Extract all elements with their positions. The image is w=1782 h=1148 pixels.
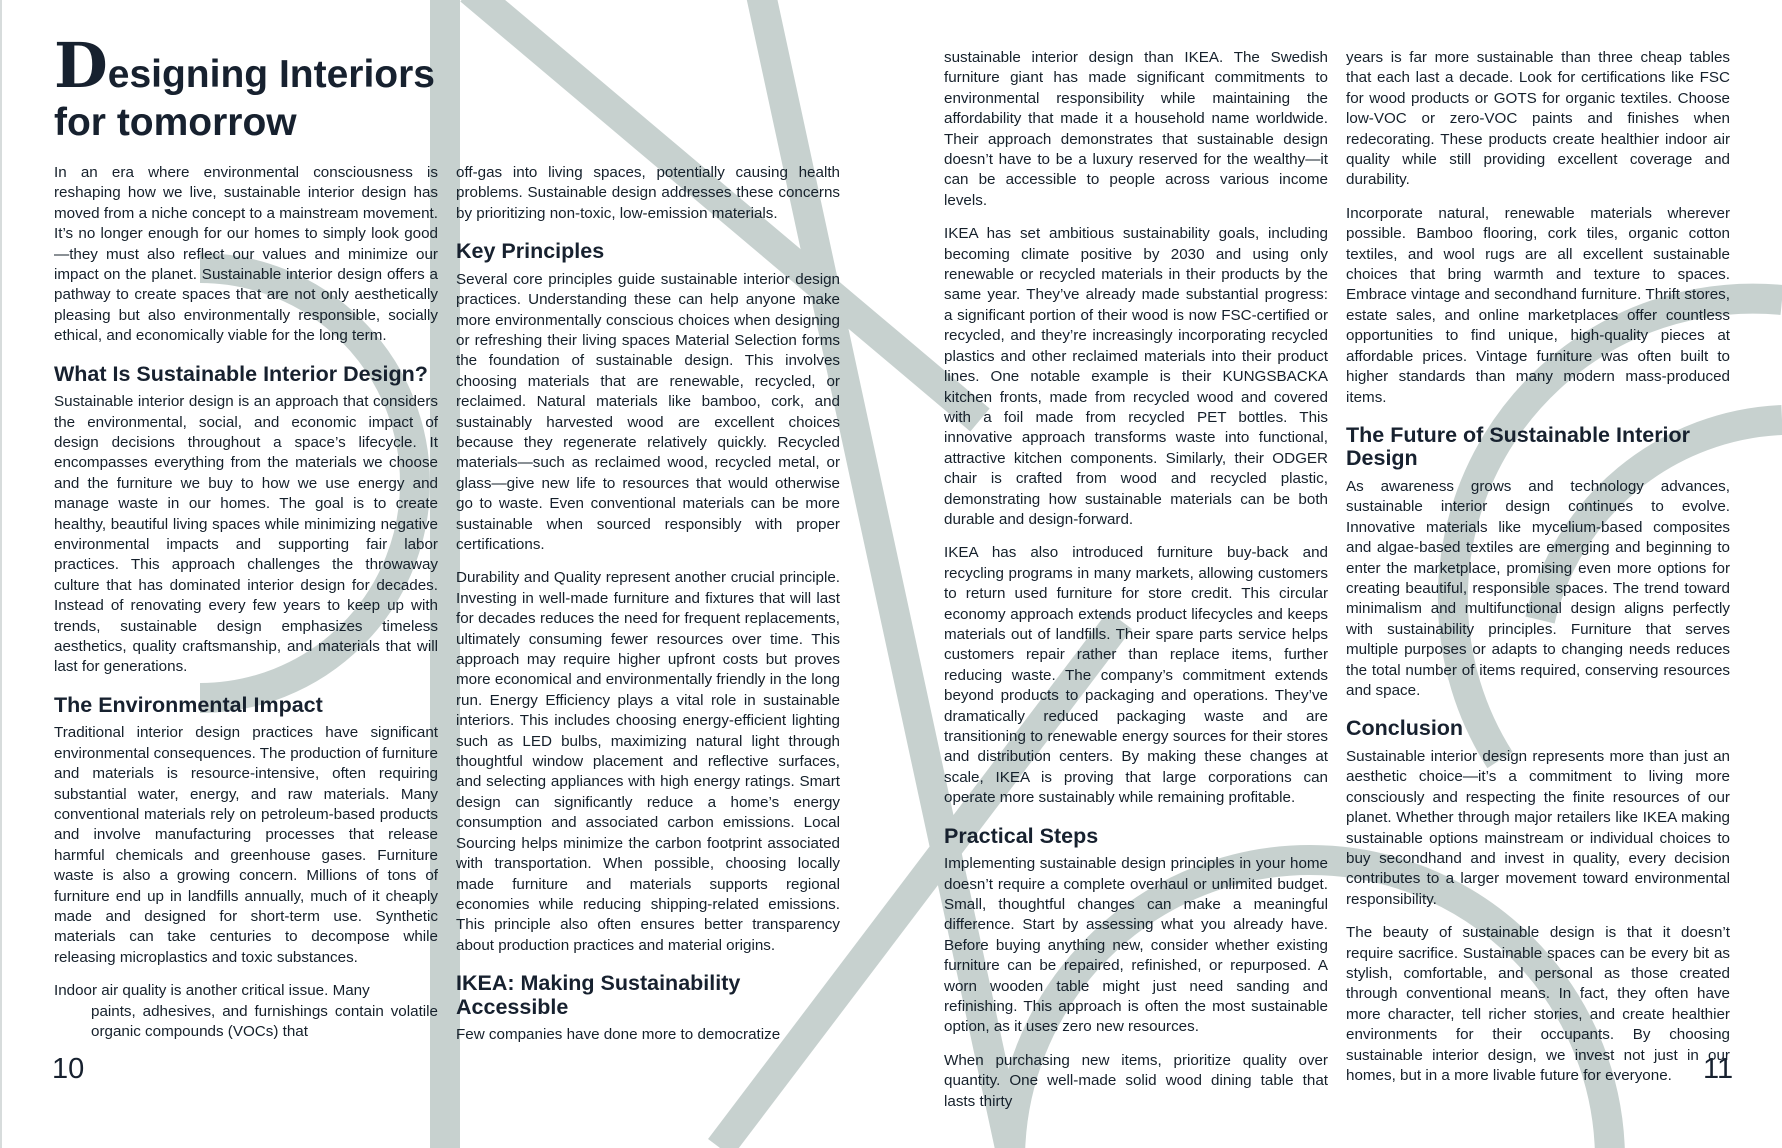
heading-what-is-sustainable-design: What Is Sustainable Interior Design? xyxy=(54,361,428,386)
left-page-column-1 xyxy=(54,163,438,1042)
heading-environmental-impact: The Environmental Impact xyxy=(54,692,323,717)
certifications-paragraph: years is far more sustainable than three cheap tables that each last a decade. Look for certifications like FSC for wood products or GOTS for organic textiles. Choose low-VOC or zero-VOC paints and finishes when redecorating. These products create healthier indoor air quality while still providing excellent coverage and durability. xyxy=(1346,49,1730,189)
practical-steps-paragraph: Implementing sustainable design principles in your home doesn’t require a complete overhaul or unlimited budget. Small, thoughtful changes can make a meaningful difference. Start by assessing what you already have. Before buying anything new, consider whether existing furniture can be repaired, refinished, or repurposed. A worn wooden table might just need sanding and refinishing. This approach is often the most sustainable option, as it uses zero new resources. xyxy=(944,855,1328,1036)
heading-practical-steps: Practical Steps xyxy=(944,823,1099,848)
title-line-2: for tomorrow xyxy=(54,101,297,144)
indoor-air-paragraph xyxy=(54,981,438,1042)
beauty-paragraph: The beauty of sustainable design is that it doesn’t require sacrifice. Sustainable spaces can be every bit as stylish, comfortable, and personal as those created through conventional means. In fact, they often have more character, tell richer stories, and create healthier environments for their occupants. By choosing sustainable interior design, we invest not just in our homes, but in a more livable future for everyone. xyxy=(1346,924,1730,1084)
page-title xyxy=(54,29,435,147)
title-line-1 xyxy=(54,29,435,102)
key-principles-paragraph: Several core principles guide sustainable interior design practices. Understanding these can help anyone make more environmentally conscious choices when designing or refreshing their living spaces Material Selection forms the foundation of sustainable design. This involves choosing materials that are renewable, recycled, or reclaimed. Natural materials like bamboo, cork, and sustainably harvested wood are excellent choices because they regenerate relatively quickly. Recycled materials—such as reclaimed wood, recycled metal, or glass—give new life to resources that would otherwise go to waste. Even conventional materials can be more sustainable when sourced responsibly with proper certifications. xyxy=(456,270,840,553)
heading-future: The Future of Sustainable Interior Design xyxy=(1346,422,1691,471)
right-page-column-2 xyxy=(1346,48,1730,1099)
page-edge xyxy=(0,0,2,1148)
heading-ikea: IKEA: Making Sustainability Accessible xyxy=(456,971,741,1019)
durability-paragraph: Durability and Quality represent another crucial principle. Investing in well-made furniture and fixtures that will last for decades reduces the need for frequent replacements, ultimately consuming fewer resources over time. This approach may require higher upfront costs but proves more economical and environmentally friendly in the long run. Energy Efficiency plays a vital role in sustainable interiors. This includes choosing energy-efficient lighting such as LED bulbs, maximizing natural light through thoughtful window placement and reflective surfaces, and selecting appliances with high energy ratings. Smart design can significantly reduce a home’s energy consumption and associated carbon emissions. Local Sourcing helps minimize the carbon footprint associated with transportation. When possible, choosing locally made furniture and materials supports regional economies while reducing shipping-related emissions. This principle also often ensures better transparency about production practices and material origins. xyxy=(456,569,840,954)
offgas-paragraph: off-gas into living spaces, potentially causing health problems. Sustainable design addresses these concerns by prioritizing non-toxic, low-emission materials. xyxy=(456,164,840,222)
indoor-air-text-b: paints, adhesives, and furnishings contain volatile organic compounds (VOCs) that xyxy=(91,1002,438,1041)
indoor-air-text-a: Indoor air quality is another critical issue. Many xyxy=(54,982,370,1000)
title-line-1-rest: esigning Interiors xyxy=(107,53,435,96)
heading-conclusion: Conclusion xyxy=(1346,716,1464,741)
conclusion-paragraph: Sustainable interior design represents more than just an aesthetic choice—it’s a commitment to living more consciously and respecting the finite resources of our planet. Whether through major retailers like IKEA making sustainable options mainstream or individual choices to buy secondhand and invest in quality, every decision contributes to a larger movement toward environmental responsibility. xyxy=(1346,747,1730,908)
environmental-impact-paragraph: Traditional interior design practices have significant environmental consequences. The production of furniture and materials is resource-intensive, often requiring substantial water, energy, and raw materials. Many conventional materials rely on petroleum-based products and involve manufacturing processes that release harmful chemicals and greenhouse gases. Furniture waste is also a growing concern. Millions of tons of furniture end up in landfills annually, much of it cheaply made and designed for short-term use. Synthetic materials can take centuries to decompose while releasing microplastics and toxic substances. xyxy=(54,724,438,966)
natural-materials-paragraph: Incorporate natural, renewable materials wherever possible. Bamboo flooring, cork tiles, organic cotton textiles, and wool rugs are all excellent sustainable choices that bring warmth and texture to spaces. Embrace vintage and secondhand furniture. Thrift stores, estate sales, and online marketplaces offer countless opportunities to find unique, high-quality pieces at affordable prices. Vintage furniture was often built to higher standards than many modern mass-produced items. xyxy=(1346,204,1730,406)
title-dropcap: D xyxy=(54,29,108,102)
right-page-column-1 xyxy=(944,48,1328,1125)
intro-paragraph: In an era where environmental consciousness is reshaping how we live, sustainable interior design has moved from a niche concept to a mainstream movement. It’s no longer enough for our homes to simply look good—they must also reflect our values and minimize our impact on the planet. Sustainable interior design offers a pathway to create spaces that are not only aesthetically pleasing but also environmentally responsible, socially ethical, and economically viable for the long term. xyxy=(54,164,438,345)
ikea-intro-paragraph: Few companies have done more to democratize xyxy=(456,1026,781,1044)
what-is-paragraph: Sustainable interior design is an approach that considers the environmental, social, and economic impact of design decisions throughout a space’s lifecycle. It encompasses everything from the materials we choose and the furniture we buy to how we use energy and manage waste in our homes. The goal is to create healthy, beautiful living spaces while minimizing negative environmental impacts and supporting fair labor practices. This approach challenges the throwaway culture that has dominated interior design for decades. Instead of renovating every few years to keep up with trends, sustainable design emphasizes timeless aesthetics, quality craftsmanship, and materials that will last for generations. xyxy=(54,393,438,676)
ikea-buyback-paragraph: IKEA has also introduced furniture buy-back and recycling programs in many markets, allowing customers to return used furniture for store credit. This circular economy approach extends product lifecycles and keeps materials out of landfills. Their spare parts service helps customers repair rather than replace items, further reducing waste. The company’s commitment extends beyond products to packaging and operations. They’ve dramatically reduced packaging waste and are transitioning to renewable energy sources for their stores and distribution centers. By making these changes at scale, IKEA is proving that large corporations can operate more sustainably while remaining profitable. xyxy=(944,544,1328,807)
ikea-goals-paragraph: IKEA has set ambitious sustainability goals, including becoming climate positive by 2030 and using only renewable or recycled materials in their products by the same year. They’ve already made substantial progress: a significant portion of their wood is now FSC-certified or recycled, and they’re increasingly incorporating recycled plastics and other reclaimed materials into their product lines. One notable example is their KUNGSBACKA kitchen fronts, made from recycled wood and covered with a foil made from recycled PET bottles. This innovative approach transforms waste into functional, attractive kitchen components. Similarly, their ODGER chair is crafted from wood and recycled plastic, demonstrating how sustainable materials can be both durable and design-forward. xyxy=(944,225,1328,528)
quality-paragraph: When purchasing new items, prioritize quality over quantity. One well-made solid wood dining table that lasts thirty xyxy=(944,1051,1328,1110)
ikea-continued-paragraph: sustainable interior design than IKEA. The Swedish furniture giant has made significant commitments to environmental responsibility while maintaining the affordability that made it a household name worldwide. Their approach demonstrates that sustainable design doesn’t have to be a luxury reserved for the wealthy—it can be accessible to people across various income levels. xyxy=(944,49,1328,209)
page-number-right: 11 xyxy=(1703,1053,1734,1085)
future-paragraph: As awareness grows and technology advances, sustainable interior design continues to evolve. Innovative materials like mycelium-based composites and algae-based textiles are emerging and beginning to enter the marketplace, promising even more options for creating beautiful, responsible spaces. The trend toward minimalism and multifunctional design aligns perfectly with sustainability principles. Furniture that serves multiple purposes or adapts to changing needs reduces the total number of items required, conserving resources and space. xyxy=(1346,477,1730,699)
page-number-left: 10 xyxy=(52,1053,85,1085)
heading-key-principles: Key Principles xyxy=(456,239,605,264)
left-page-column-2 xyxy=(456,163,840,1059)
